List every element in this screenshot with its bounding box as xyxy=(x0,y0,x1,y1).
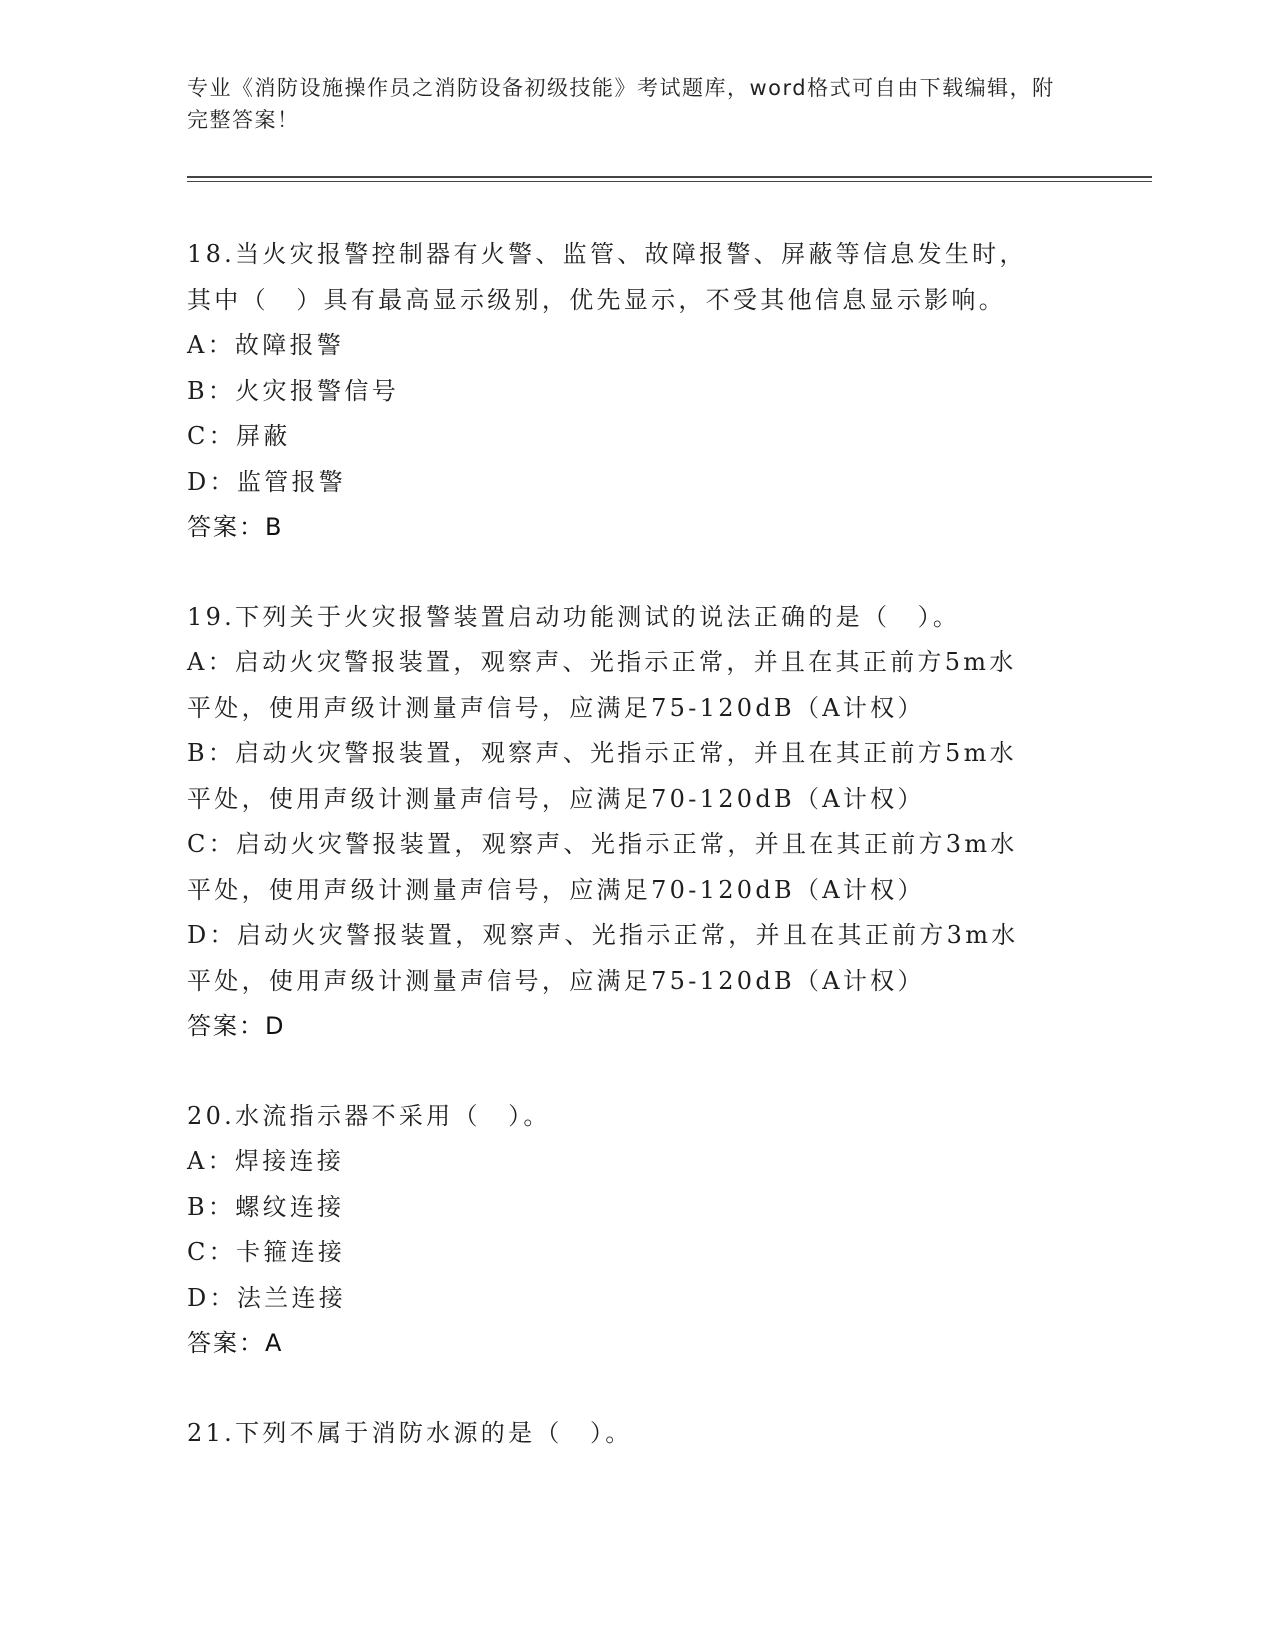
document-header: 专业《消防设施操作员之消防设备初级技能》考试题库，word格式可自由下载编辑，附完整答案！ xyxy=(187,76,1055,132)
option-a: A：故障报警 xyxy=(187,331,345,359)
option-a-line-1: A：启动火灾警报装置，观察声、光指示正常，并且在其正前方5m水 xyxy=(187,648,1017,676)
option-d-line-1: D：启动火灾警报装置，观察声、光指示正常，并且在其正前方3m水 xyxy=(187,921,1019,949)
answer-label: 答案：A xyxy=(187,1329,284,1357)
option-d: D：法兰连接 xyxy=(187,1283,347,1312)
option-d-line-2: 平处，使用声级计测量声信号，应满足75-120dB（A计权） xyxy=(187,966,925,995)
option-d: D：监管报警 xyxy=(187,467,347,496)
header-divider-thick xyxy=(187,176,1152,178)
question-20 xyxy=(187,1094,1067,1367)
option-c-line-2: 平处，使用声级计测量声信号，应满足70-120dB（A计权） xyxy=(187,875,925,904)
question-stem-line: 21.下列不属于消防水源的是（ ）。 xyxy=(187,1418,633,1447)
question-stem-line: 其中（ ）具有最高显示级别，优先显示，不受其他信息显示影响。 xyxy=(187,285,1006,314)
question-19 xyxy=(187,595,1067,1050)
option-b-line-2: 平处，使用声级计测量声信号，应满足70-120dB（A计权） xyxy=(187,784,925,813)
option-a: A：焊接连接 xyxy=(187,1147,345,1175)
question-stem-line: 18.当火灾报警控制器有火警、监管、故障报警、屏蔽等信息发生时， xyxy=(187,240,1027,268)
question-stem-line: 19.下列关于火灾报警装置启动功能测试的说法正确的是（ ）。 xyxy=(187,602,961,631)
option-a-line-2: 平处，使用声级计测量声信号，应满足75-120dB（A计权） xyxy=(187,693,925,722)
answer-label: 答案：B xyxy=(187,513,284,541)
option-b: B：螺纹连接 xyxy=(187,1192,345,1221)
option-b-line-1: B：启动火灾警报装置，观察声、光指示正常，并且在其正前方5m水 xyxy=(187,739,1017,767)
option-c: C：屏蔽 xyxy=(187,422,291,450)
question-21 xyxy=(187,1411,1067,1457)
option-b: B：火灾报警信号 xyxy=(187,376,400,405)
option-c: C：卡箍连接 xyxy=(187,1238,346,1266)
question-18 xyxy=(187,232,1067,551)
question-stem-line: 20.水流指示器不采用（ ）。 xyxy=(187,1101,551,1130)
option-c-line-1: C：启动火灾警报装置，观察声、光指示正常，并且在其正前方3m水 xyxy=(187,830,1018,858)
answer-label: 答案：D xyxy=(187,1012,286,1040)
header-divider-thin xyxy=(187,181,1152,182)
question-list xyxy=(187,232,1067,1500)
